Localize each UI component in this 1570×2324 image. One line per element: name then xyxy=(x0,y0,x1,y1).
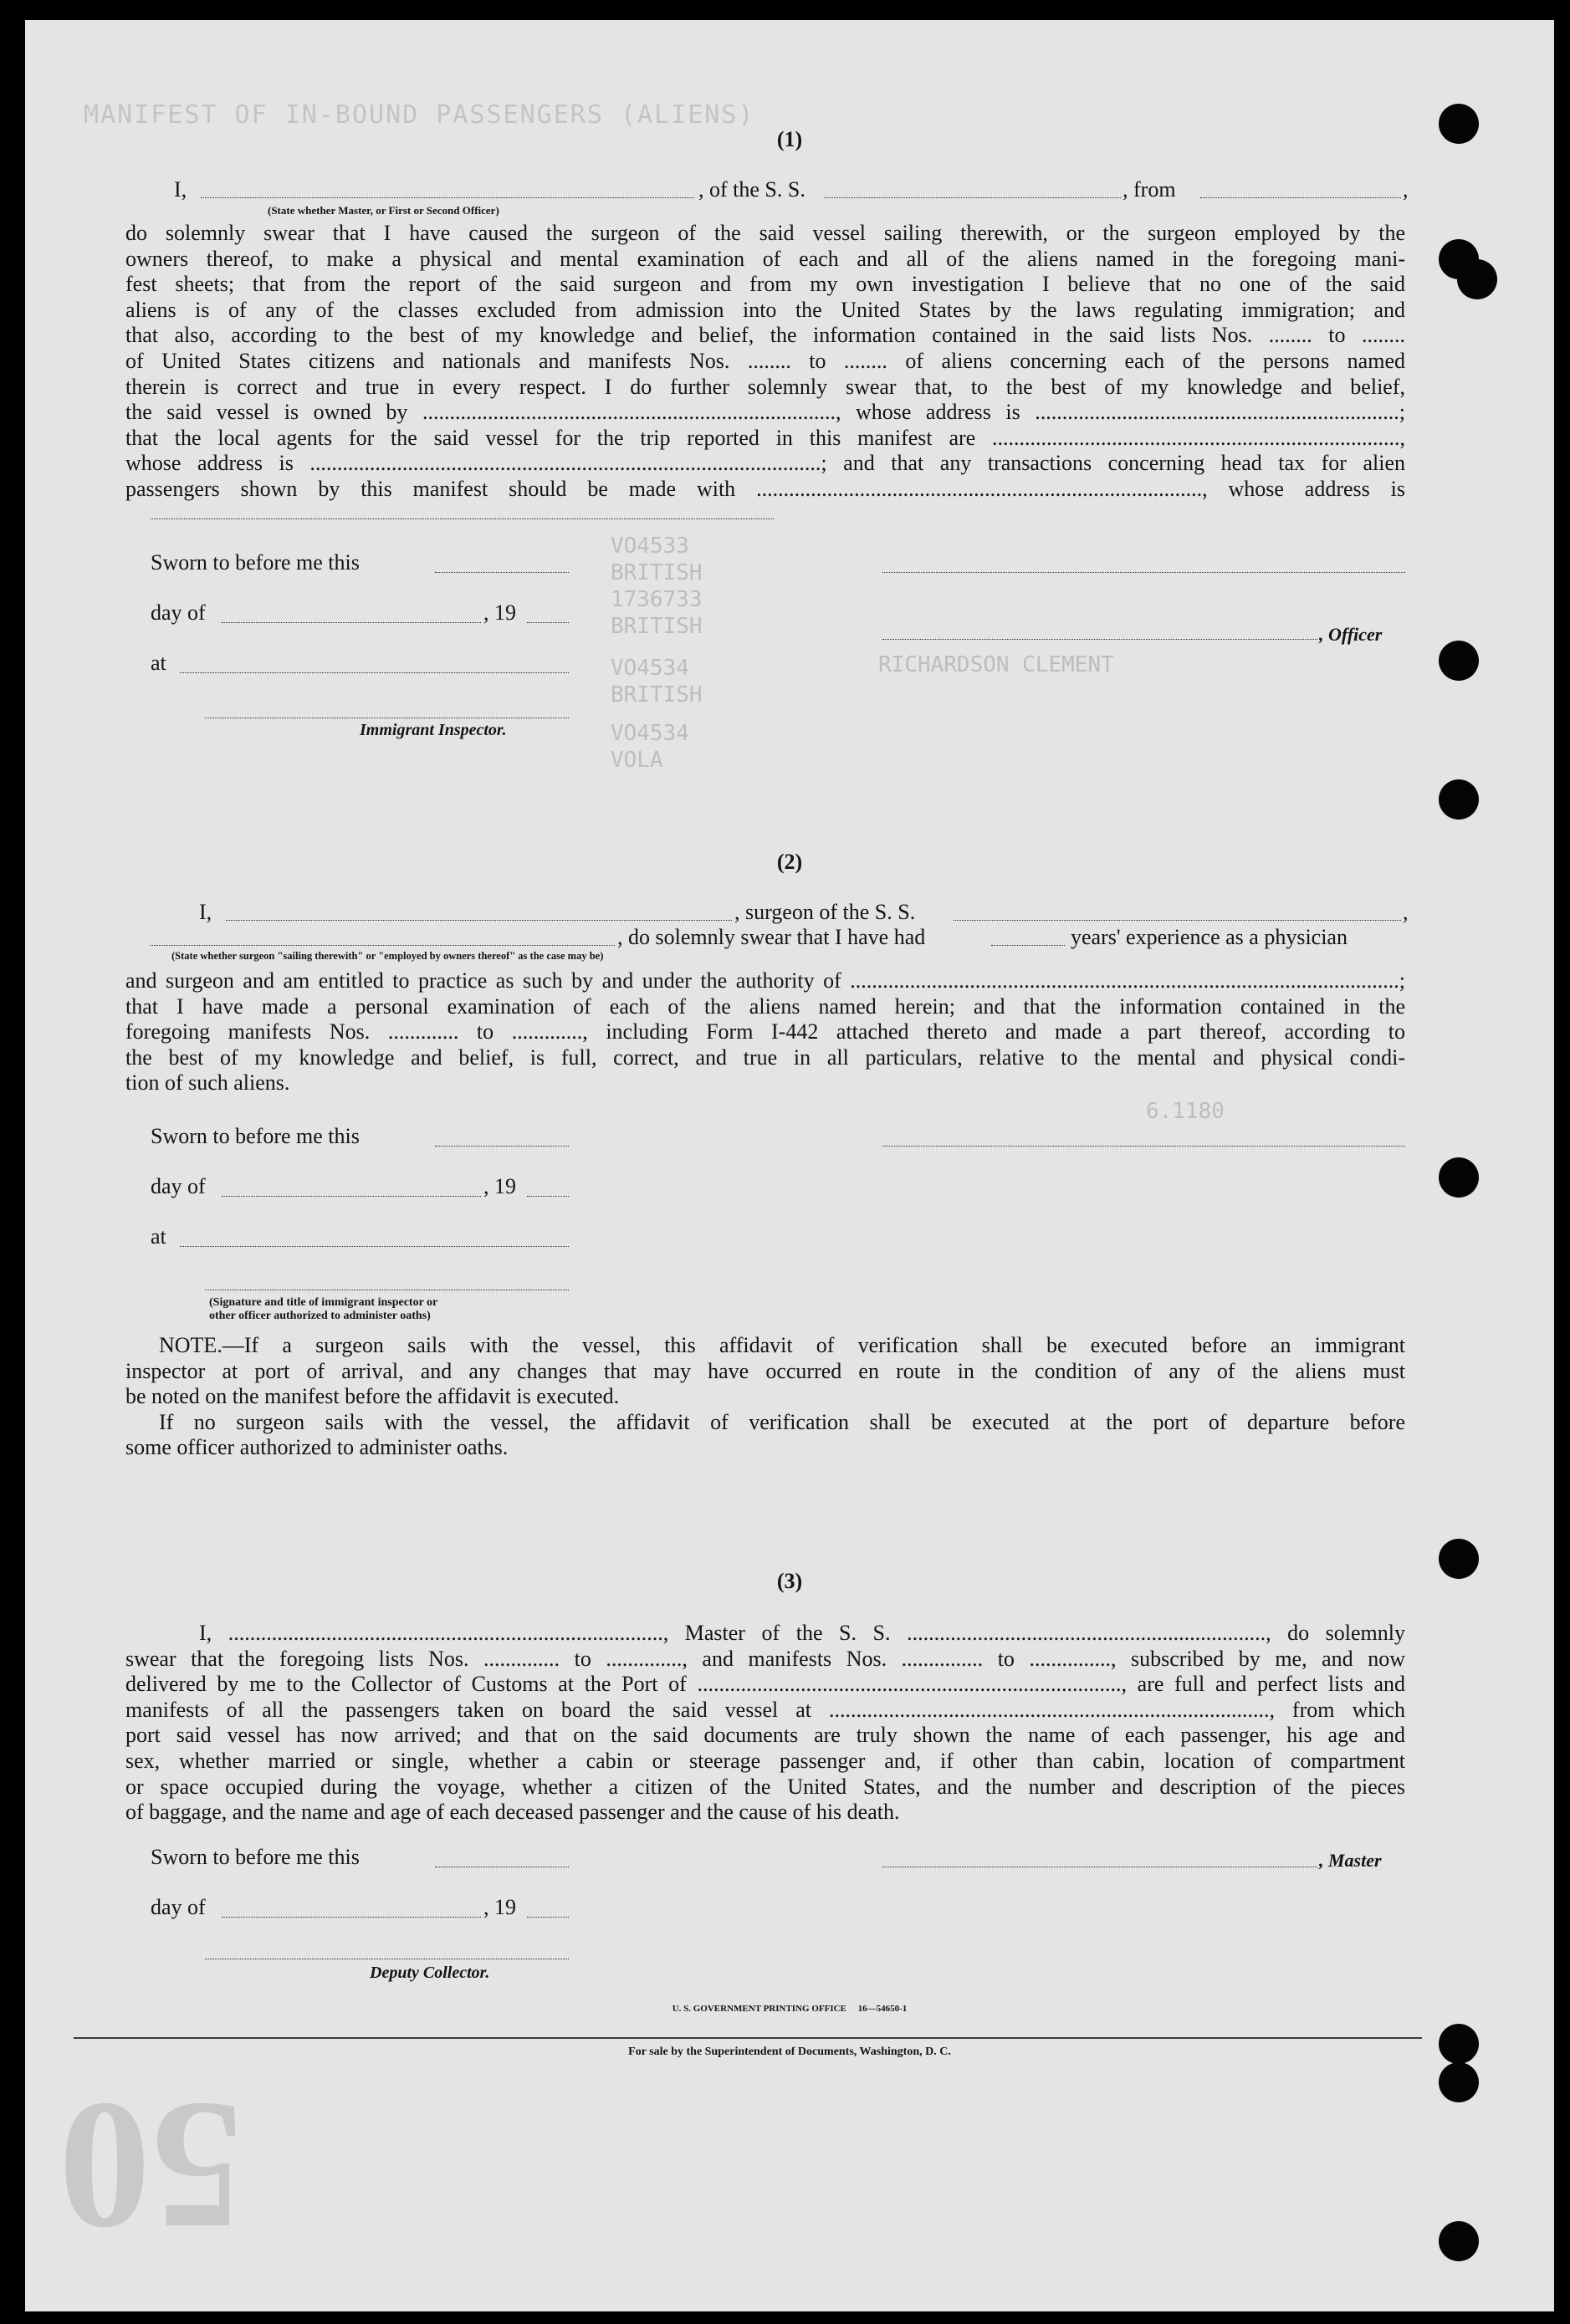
year-field-3[interactable] xyxy=(527,1917,569,1918)
section-3-number: (3) xyxy=(776,1569,803,1593)
month-field-3[interactable] xyxy=(222,1917,481,1918)
bleed-through-text: 6.1180 xyxy=(1146,1099,1225,1124)
year-label-3: , 19 xyxy=(483,1895,516,1919)
day-of-label-1: day of xyxy=(151,600,206,625)
punch-hole xyxy=(1457,259,1497,299)
bleed-through-text: BRITISH xyxy=(611,682,703,707)
surgeon-of-label: , surgeon of the S. S. xyxy=(734,900,916,924)
section-1-body: do solemnly swear that I have caused the surgeon of the said vessel sailing therewith, or the surgeon employed by the owners thereof, to make a physical and mental examination of each and all of the aliens named in the foregoing mani- fest sheets; that from the report of the said surgeon and from my own investigation I believe that no one of the said aliens is of any of the classes excluded from admission into the United States by the laws regulating immigration; and that also, according to the best of my knowledge and belief, the information contained in the said lists Nos. ........ to ........ of United States citizens and nationals and manifests Nos. ........ to ........ of aliens concerning each of the persons named therein is correct and true in every respect. I do further solemnly swear that, to the best of my knowledge and belief, the said vessel is owned by ............................................................................, whose address is ...................................................................; that the local agents for the said vessel for the trip reported in this manifest are ..........................................................................., whose address is ..............................................................................................; and that any transactions concerning head tax for alien passengers shown by this manifest should be made with .................................................................................., whose address is xyxy=(125,221,1405,501)
year-label-1: , 19 xyxy=(483,600,516,625)
section-1-i: I, xyxy=(174,177,187,202)
punch-hole xyxy=(1439,2062,1479,2102)
years-field[interactable] xyxy=(991,945,1065,946)
punch-hole xyxy=(1439,1157,1479,1198)
note-line: NOTE.—If a surgeon sails with the vessel, this affidavit of verification shall be executed before an immigrant xyxy=(159,1333,1405,1357)
note-body xyxy=(125,1333,1405,1461)
for-sale-line: For sale by the Superintendent of Documents, Washington, D. C. xyxy=(628,2046,951,2058)
bleed-through-header: MANIFEST OF IN-BOUND PASSENGERS (ALIENS) xyxy=(84,100,755,130)
sworn-label-1: Sworn to before me this xyxy=(151,550,360,575)
surgeon-caption: (State whether surgeon "sailing therewith" or "employed by owners thereof" as the case may be) xyxy=(171,950,604,962)
section-3-body: I, ................................................................................, Master of the S. S. .................................................................., do solemnly swear that the foregoing lists Nos. .............. to .............., and manifests Nos. ............... to ..............., subscribed by me, and now delivered by me to the Collector of Customs at the Port of .............................................................................., are full and perfect lists and manifests of all the passengers taken on board the said vessel at ................................................................................., from which port said vessel has now arrived; and that on the said documents are truly shown the name of each passenger, his age and sex, whether married or single, whether a cabin or steerage passenger and, if other than cabin, location of compartment or space occupied during the voyage, whether a citizen of the United States, and the number and description of the pieces of baggage, and the name and age of each deceased passenger and the cause of his death. xyxy=(125,1621,1405,1825)
years-label: years' experience as a physician xyxy=(1071,925,1348,949)
at-label-2: at xyxy=(151,1224,166,1249)
bleed-through-text: VOLA xyxy=(611,748,663,773)
bleed-through-text: 1736733 xyxy=(611,587,703,612)
surgeon-ship-field[interactable] xyxy=(954,920,1401,921)
stamped-number: 50 xyxy=(59,2065,243,2269)
bleed-through-text: VO4533 xyxy=(611,534,689,559)
officer-signature-field[interactable] xyxy=(882,639,1317,640)
year-field-1[interactable] xyxy=(527,622,569,623)
bleed-through-text: BRITISH xyxy=(611,614,703,639)
swear-had-label: , do solemnly swear that I have had xyxy=(617,925,926,949)
month-field-2[interactable] xyxy=(222,1196,481,1197)
day-of-label-3: day of xyxy=(151,1895,206,1919)
address-continuation-field[interactable] xyxy=(151,518,774,519)
bleed-through-text: VO4534 xyxy=(611,656,689,681)
day-of-label-2: day of xyxy=(151,1174,206,1198)
deputy-collector-label: Deputy Collector. xyxy=(370,1964,490,1982)
from-port-field[interactable] xyxy=(1200,197,1401,198)
section-2-number: (2) xyxy=(776,850,803,874)
sworn-day-field-1[interactable] xyxy=(435,572,569,573)
note-line: be noted on the manifest before the affidavit is executed. xyxy=(125,1384,620,1409)
section-2-i: I, xyxy=(199,900,212,924)
month-field-1[interactable] xyxy=(222,622,481,623)
section-1-number: (1) xyxy=(776,127,803,151)
printing-office-imprint: U. S. GOVERNMENT PRINTING OFFICE 16—54650-1 xyxy=(672,2004,908,2014)
bleed-through-text: RICHARDSON CLEMENT xyxy=(878,652,1114,677)
ship-name-field[interactable] xyxy=(824,197,1121,198)
surgeon-name-field[interactable] xyxy=(226,920,732,921)
year-label-2: , 19 xyxy=(483,1174,516,1198)
sworn-label-2: Sworn to before me this xyxy=(151,1124,360,1148)
at-field-2[interactable] xyxy=(180,1246,569,1247)
surgeon-status-field[interactable] xyxy=(151,945,615,946)
officer-label: , Officer xyxy=(1319,624,1383,645)
bleed-through-text: VO4534 xyxy=(611,721,689,746)
sworn-day-field-2[interactable] xyxy=(435,1146,569,1147)
master-label: , Master xyxy=(1319,1850,1382,1871)
sig-caption-line-1: (Signature and title of immigrant inspector or xyxy=(209,1296,438,1309)
at-field-1[interactable] xyxy=(180,672,569,673)
bleed-through-text: BRITISH xyxy=(611,560,703,585)
note-line: some officer authorized to administer oaths. xyxy=(125,1435,509,1460)
of-ss-label: , of the S. S. xyxy=(698,177,805,202)
footer-rule xyxy=(74,2037,1422,2039)
punch-hole xyxy=(1439,779,1479,820)
sig-caption-line-2: other officer authorized to administer oaths) xyxy=(209,1310,431,1322)
at-label-1: at xyxy=(151,651,166,675)
year-field-2[interactable] xyxy=(527,1196,569,1197)
note-line: inspector at port of arrival, and any changes that may have occurred en route in the condition of any of the aliens must xyxy=(125,1358,1405,1383)
officer-sig-line-top[interactable] xyxy=(882,572,1405,573)
punch-hole xyxy=(1439,641,1479,681)
immigrant-inspector-label: Immigrant Inspector. xyxy=(360,721,507,739)
officer-caption: (State whether Master, or First or Second Officer) xyxy=(268,204,499,217)
from-label: , from xyxy=(1123,177,1176,202)
surgeon-signature-field[interactable] xyxy=(882,1146,1405,1147)
punch-hole xyxy=(1439,2221,1479,2261)
officer-name-field[interactable] xyxy=(201,197,694,198)
section-2-body: and surgeon and am entitled to practice as such by and under the authority of .....................................................................................................; that I have made a personal examination of each of the aliens named herein; and that the information contained in the foregoing manifests Nos. ............. to ............., including Form I-442 attached thereto and made a part thereof, according to the best of my knowledge and belief, is full, correct, and true in all particulars, relative to the mental and physical condi- tion of such aliens. xyxy=(125,968,1405,1096)
document-page: MANIFEST OF IN-BOUND PASSENGERS (ALIENS) VO4533 BRITISH 1736733 BRITISH RICHARDSON CLEMENT VO4534 BRITISH VO4534 VOLA 6.1180 50 (1) I, , of the S. S. , from , (State whether Master, or First or Second Officer) do solemnly swear that I have caused the surgeon of the said vessel sailing therewith, or the surgeon employed by the owners thereof, to make a physical and mental examination of each and all of the aliens named in the foregoing mani- fest sheets; that from the report of the said surgeon and from my own investigation I believe that no one of the said aliens is of any of the classes excluded from admission into the United States by the laws regulating immigration; and that also, according to the best of my knowledge and belief, the information contained in the said lists Nos. ........ to ........ of United States citizens and nationals and manifests Nos. ........ to ........ of aliens concerning each of the persons named therein is correct and true in every respect. I do further solemnly swear that, to the best of my knowledge and belief, the said vessel is owned by ............................................................................, whose address is ...................................................................; that the local agents for the said vessel for the trip reported in this manifest are ..........................................................................., whose address is ..............................................................................................; and that any transactions concerning head tax for alien passengers shown by this manifest should be made with .................................................................................., whose address is Sworn to before me this day of , 19 , Officer at Immigrant Inspector. (2) I, , surgeon of the S. S. , , do solemnly swear that I have had years' experience as a physician (State whether surgeon "sailing therewith" or "employed by owners thereof" as the case may be) and surgeon and am entitled to practice as such by and under the authority of .....................................................................................................; that I have made a personal examination of each of the aliens named herein; and that the information contained in the foregoing manifests Nos. ............. to ............., including Form I-442 attached thereto and made a part thereof, according to the best of my knowledge and belief, is full, correct, and true in all particulars, relative to the mental and physical condi- tion of such aliens. Sworn to before me this day of , 19 at (Signature and title of immigrant inspector or other officer authorized to administer oaths) NOTE.—If a surgeon sails with the vessel, this affidavit of verification shall be executed before an immigrant inspector at port of arrival, and any changes that may have occurred en route in the condition of any of the aliens must be noted on the manifest before the affidavit is executed. If no surgeon sails with the vessel, the affidavit of verification shall be executed at the port of departure before some officer authorized to administer oaths. (3) I, ................................................................................, Master of the S. S. .................................................................., do solemnly swear that the foregoing lists Nos. .............. to .............., and manifests Nos. ............... to ..............., subscribed by me, and now delivered by me to the Collector of Customs at the Port of .............................................................................., are full and perfect lists and manifests of all the passengers taken on board the said vessel at ................................................................................., from which port said vessel has now arrived; and that on the said documents are truly shown the name of each passenger, his age and sex, whether married or single, whether a cabin or steerage passenger and, if other than cabin, location of compartment or space occupied during the voyage, whether a citizen of the United States, and the number and description of the pieces of baggage, and the name and age of each deceased passenger and the cause of his death. Sworn to before me this , Master day of , 19 Deputy Collector. U. S. GOVERNMENT PRINTING OFFICE 16—54650-1 For sale by the Superintendent of Documents, Washington, D. C. xyxy=(25,20,1554,2311)
sworn-label-3: Sworn to before me this xyxy=(151,1845,360,1869)
note-line: If no surgeon sails with the vessel, the affidavit of verification shall be executed at the port of departure before xyxy=(159,1409,1405,1434)
